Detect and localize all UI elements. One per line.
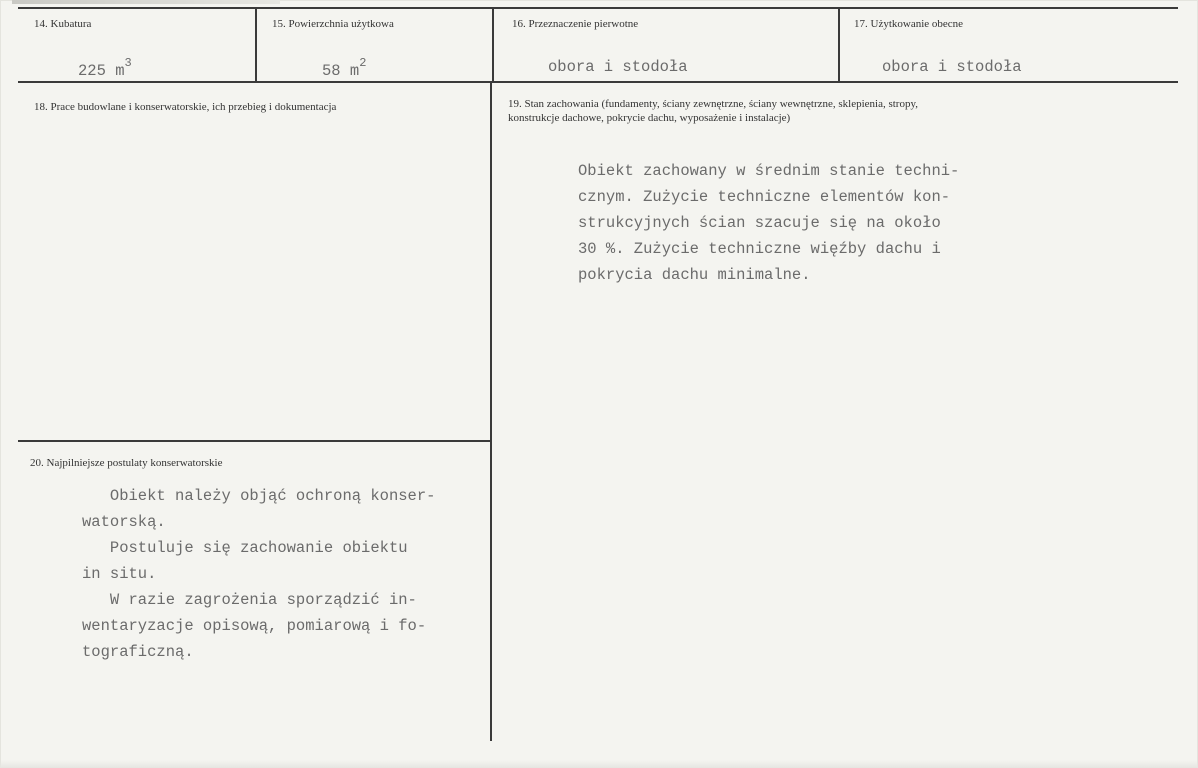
top-border	[18, 7, 1178, 9]
postulaty-line: Obiekt należy objąć ochroną konser-	[82, 487, 436, 505]
stan-line: pokrycia dachu minimalne.	[578, 266, 811, 284]
powierzchnia-label: 15. Powierzchnia użytkowa	[272, 18, 394, 30]
postulaty-line: in situ.	[82, 565, 157, 583]
divider-14-15	[255, 7, 257, 83]
powierzchnia-exponent: 2	[359, 56, 367, 70]
postulaty-line: W razie zagrożenia sporządzić in-	[82, 591, 417, 609]
kubatura-label: 14. Kubatura	[34, 18, 92, 30]
section-18-20-divider	[18, 440, 492, 442]
powierzchnia-value	[322, 53, 366, 84]
card-bottom-edge	[0, 760, 1198, 768]
stan-label-line2: konstrukcje dachowe, pokrycie dachu, wyposażenie i instalacje)	[508, 112, 791, 124]
postulaty-line: Postuluje się zachowanie obiektu	[82, 539, 408, 557]
stan-line: strukcyjnych ścian szacuje się na około	[578, 214, 941, 232]
kubatura-exponent: 3	[124, 56, 132, 70]
stan-line: cznym. Zużycie techniczne elementów kon-	[578, 188, 951, 206]
kubatura-value	[78, 53, 132, 84]
header-row-bottom-border	[18, 81, 1178, 83]
postulaty-line: tograficzną.	[82, 643, 194, 661]
postulaty-label: 20. Najpilniejsze postulaty konserwatorskie	[30, 457, 223, 469]
card-top-edge	[12, 0, 280, 4]
uzytkowanie-label: 17. Użytkowanie obecne	[854, 18, 964, 30]
kubatura-number: 225 m	[78, 62, 125, 81]
divider-15-16	[492, 7, 494, 83]
powierzchnia-number: 58 m	[322, 62, 360, 81]
uzytkowanie-value: obora i stodoła	[882, 58, 1022, 76]
przeznaczenie-value: obora i stodoła	[548, 58, 688, 76]
stan-line: 30 %. Zużycie techniczne więźby dachu i	[578, 240, 941, 258]
divider-16-17	[838, 7, 840, 83]
postulaty-line: watorską.	[82, 513, 166, 531]
prace-label: 18. Prace budowlane i konserwatorskie, ich przebieg i dokumentacja	[34, 101, 337, 113]
stan-line: Obiekt zachowany w średnim stanie techni-	[578, 162, 960, 180]
przeznaczenie-label: 16. Przeznaczenie pierwotne	[512, 18, 639, 30]
stan-label-line1: 19. Stan zachowania (fundamenty, ściany zewnętrzne, ściany wewnętrzne, sklepienia, stropy,	[508, 98, 919, 110]
postulaty-line: wentaryzacje opisową, pomiarową i fo-	[82, 617, 427, 635]
main-column-divider	[490, 81, 492, 741]
